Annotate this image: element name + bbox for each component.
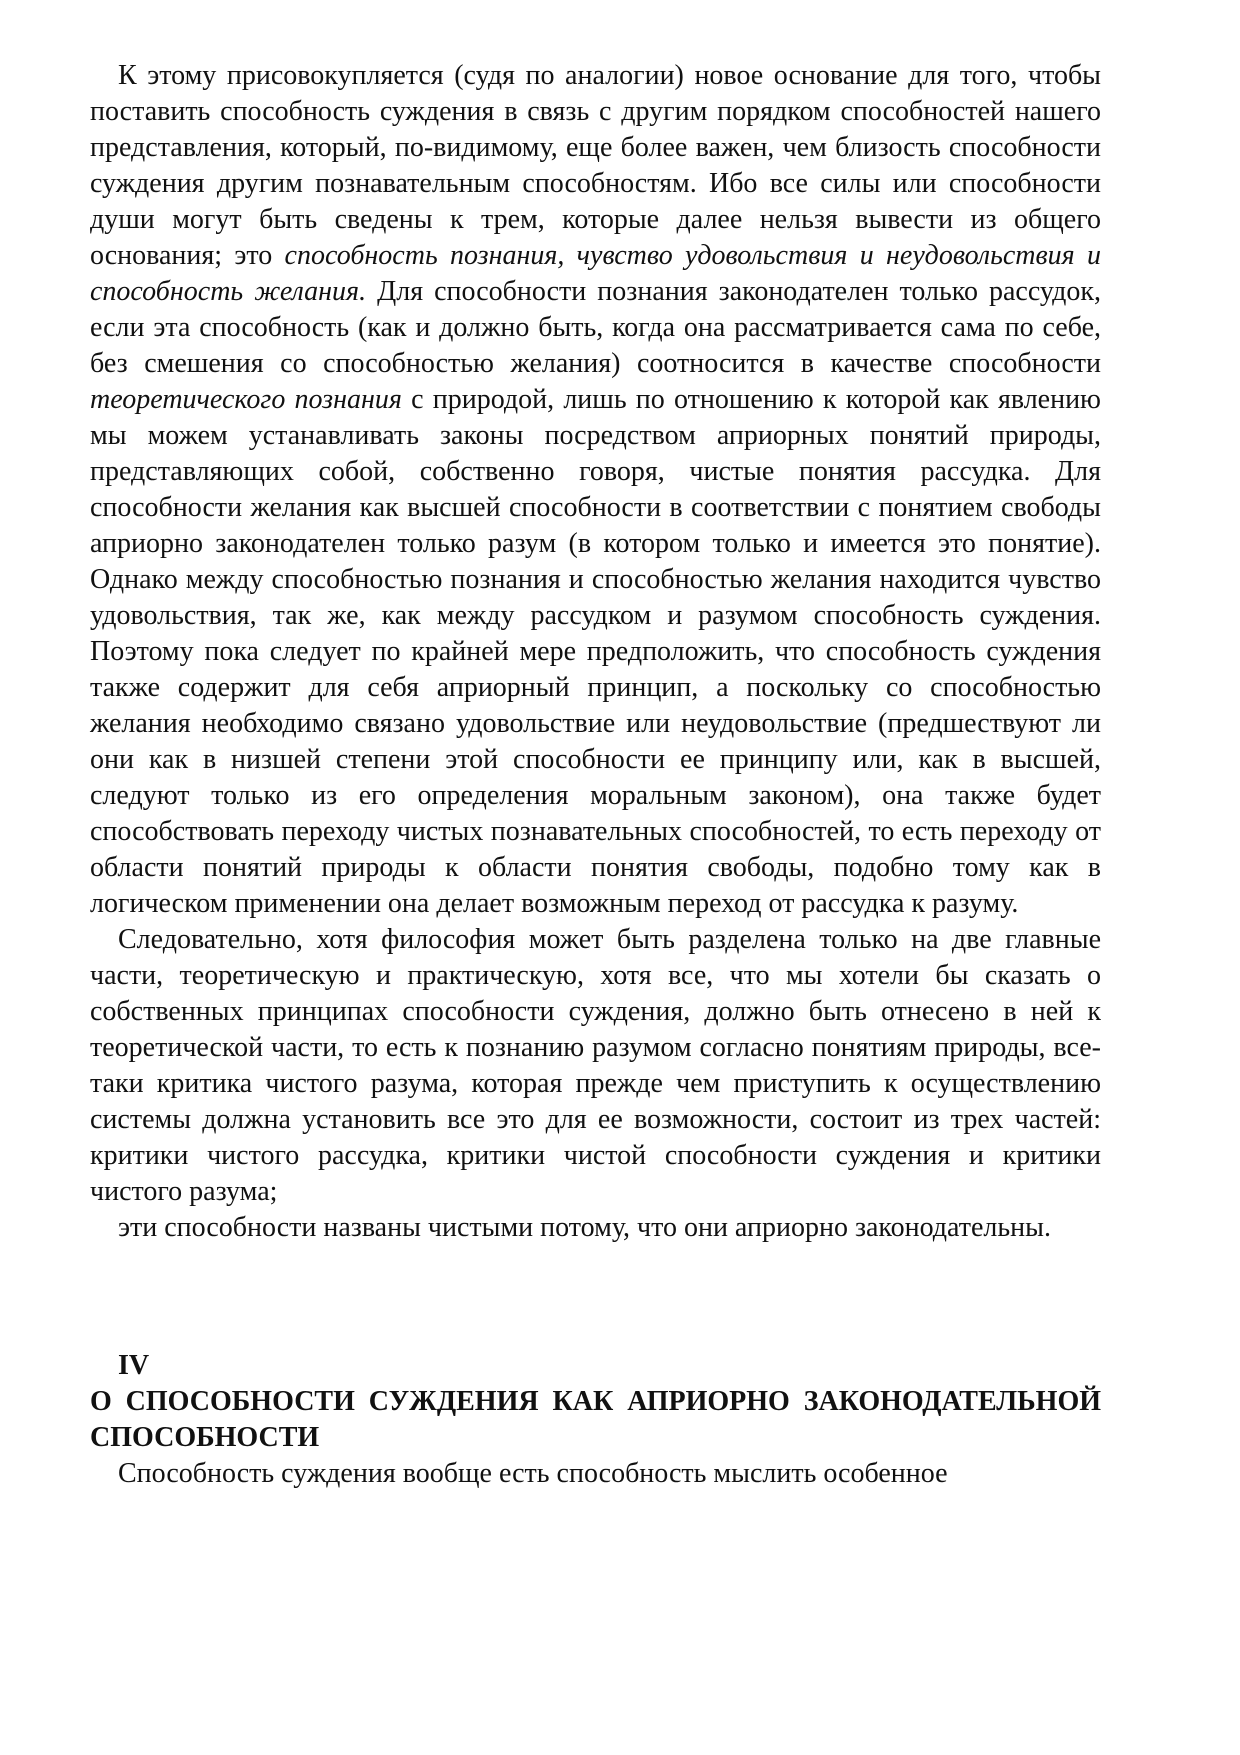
paragraph-1-text-b: Для способности познания законодателен только рассудок, если эта способность (как и должно быть, когда она рассматривается сама по себе, без смешения со способностью желания) соотносится в качестве способности bbox=[90, 276, 1102, 379]
section-numeral: IV bbox=[118, 1350, 150, 1381]
paragraph-1-text-a: К этому присовокупляется (судя по аналогии) новое основание для того, чтобы поставить способность суждения в связь с другим порядком способностей нашего представления, который, по-видимому, еще более важен, чем близость способности суждения другим познавательным способностям. Ибо все силы или способности души могут быть сведены к трем, которые далее нельзя вывести из общего основания; это bbox=[90, 60, 1101, 271]
paragraph-1-text-c: с природой, лишь по отношению к которой как явлению мы можем устанавливать законы посредством априорных понятий природы, представляющих собой, собственно говоря, чистые понятия рассудка. Для способности желания как высшей способности в соответствии с понятием свободы априорно законодателен только разум (в котором только и имеется это понятие). Однако между способностью познания и способностью желания находится чувство удовольствия, так же, как между рассудком и разумом способность суждения. Поэтому пока следует по крайней мере предположить, что способность суждения также содержит для себя априорный принцип, а поскольку со способностью желания необходимо связано удовольствие или неудовольствие (предшествуют ли они как в низшей степени этой способности ее принципу или, как в высшей, следуют только из его определения моральным законом), она также будет способствовать переходу чистых познавательных способностей, то есть переходу от области понятий природы к области понятия свободы, подобно тому как в логическом применении она делает возможным переход от рассудка к разуму. bbox=[90, 384, 1101, 919]
section-title: О СПОСОБНОСТИ СУЖДЕНИЯ КАК АПРИОРНО ЗАКОНОДАТЕЛЬНОЙ СПОСОБНОСТИ bbox=[90, 1386, 1101, 1453]
paragraph-judgment-general: Способность суждения вообще есть способность мыслить особенное bbox=[118, 1458, 948, 1489]
faculties-italic-phrase: способность познания, чувство удовольствия и неудовольствия и способность желания. bbox=[90, 240, 1102, 307]
paragraph-pure-faculties: эти способности названы чистыми потому, что они априорно законодательны. bbox=[118, 1212, 1051, 1243]
theoretical-cognition-italic: теоретического познания bbox=[90, 384, 402, 415]
section-heading bbox=[90, 1348, 1101, 1456]
paragraph-analogy bbox=[90, 58, 1101, 922]
document-page bbox=[90, 58, 1101, 1492]
paragraph-consequently: Следовательно, хотя философия может быть разделена только на две главные части, теоретическую и практическую, хотя все, что мы хотели бы сказать о собственных принципах способности суждения, должно быть отнесено в ней к теоретической части, то есть к познанию разумом согласно понятиям природы, все-таки критика чистого разума, которая прежде чем приступить к осуществлению системы должна установить все это для ее возможности, состоит из трех частей: критики чистого рассудка, критики чистой способности суждения и критики чистого разума; bbox=[90, 924, 1101, 1207]
